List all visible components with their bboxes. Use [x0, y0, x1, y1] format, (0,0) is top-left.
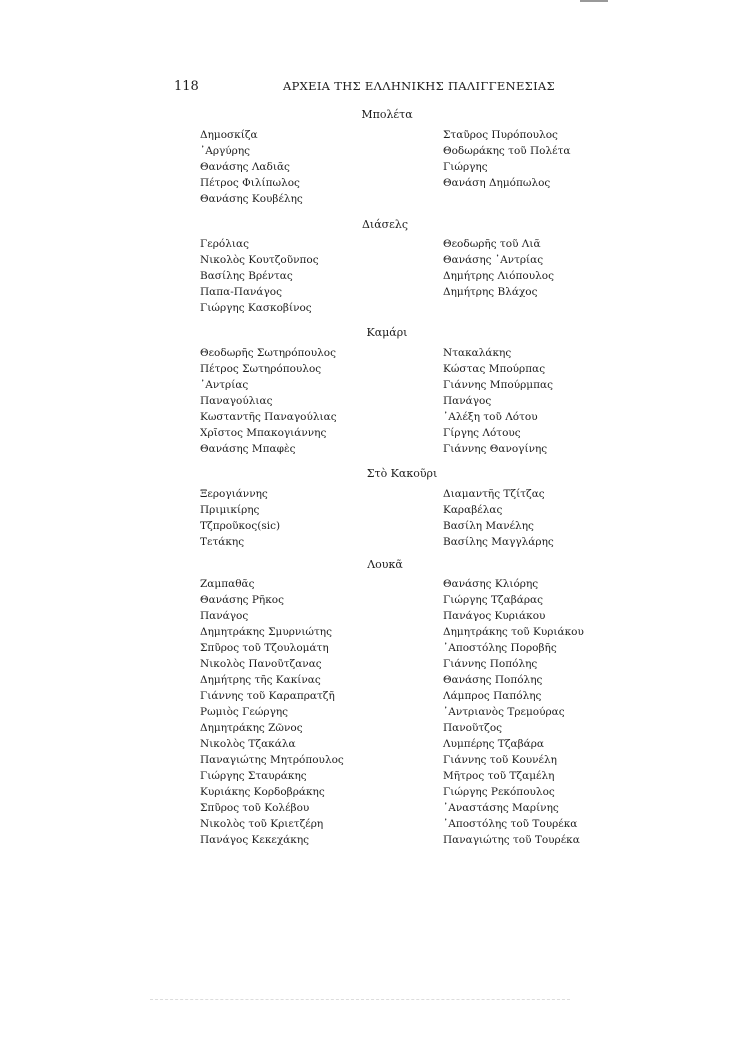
- name-entry: Θοδωράκης τοῦ Πολέτα: [443, 145, 571, 157]
- name-entry: Γιάννης τοῦ Κουνέλη: [443, 754, 557, 766]
- page-number: 118: [174, 79, 199, 94]
- name-entry: Ντακαλάκης: [443, 347, 512, 359]
- name-entry: Διαμαντῆς Τζίτζας: [443, 488, 545, 500]
- name-entry: Ρωμιὸς Γεώργης: [200, 706, 289, 718]
- name-entry: Θανάση Δημόπωλος: [443, 177, 551, 189]
- name-entry: Δημήτρης Λιόπουλος: [443, 270, 554, 282]
- name-entry: Πανάγος: [443, 395, 492, 407]
- section-kamari-right-list: [443, 345, 553, 457]
- name-entry: Δημητράκης Ζῶνος: [200, 722, 303, 734]
- name-entry: Λάμπρος Παπόλης: [443, 690, 542, 702]
- name-entry: Δημήτρης τῆς Κακίνας: [200, 674, 321, 686]
- name-entry: Θανάσης ᾿Αντρίας: [443, 254, 544, 266]
- section-boleta-right-list: [443, 127, 570, 191]
- name-entry: Νικολὸς τοῦ Κριετζέρη: [200, 818, 324, 830]
- name-entry: Γιάννης Ποπόλης: [443, 658, 538, 670]
- name-entry: Σπῦρος τοῦ Κολέβου: [200, 802, 310, 814]
- name-entry: Παναγιώτης Μητρόπουλος: [200, 754, 344, 766]
- name-entry: Θανάσης Κλιόρης: [443, 578, 539, 590]
- name-entry: Γιώργης: [443, 161, 488, 173]
- name-entry: Γιάννης Θανογίνης: [443, 443, 548, 455]
- name-entry: Θανάσης Μπαφὲς: [200, 443, 296, 455]
- name-entry: Θανάσης Ποπόλης: [443, 674, 543, 686]
- name-entry: Γιώργης Τζαβάρας: [443, 594, 544, 606]
- name-entry: Νικολὸς Τζακάλα: [200, 738, 296, 750]
- name-entry: Γιάννης Μπούρμπας: [443, 379, 553, 391]
- scan-edge-mark: [580, 0, 608, 2]
- name-entry: ᾿Αλέξη τοῦ Λότου: [443, 411, 538, 423]
- section-boleta-left-list: [200, 127, 303, 207]
- name-entry: Πανάγος Κεκεχάκης: [200, 834, 310, 846]
- name-entry: Πανοῦτζος: [443, 722, 503, 734]
- section-kakouri-right-list: [443, 486, 554, 550]
- name-entry: Βασίλης Μαγγλάρης: [443, 536, 554, 548]
- name-entry: Κυριάκης Κορδοβράκης: [200, 786, 325, 798]
- name-entry: Θανάσης Ρῆκος: [200, 594, 284, 606]
- name-entry: Καραβέλας: [443, 504, 503, 516]
- section-louka-left-list: [200, 576, 344, 848]
- name-entry: Πέτρος Σωτηρόπουλος: [200, 363, 322, 375]
- section-diasels-left-list: [200, 236, 319, 316]
- name-entry: Θεοδωρῆς Σωτηρόπουλος: [200, 347, 336, 359]
- name-entry: Κωσταντῆς Παναγούλιας: [200, 411, 337, 423]
- name-entry: Κώστας Μπούρπας: [443, 363, 546, 375]
- name-entry: Παναγούλιας: [200, 395, 273, 407]
- name-entry: Σπῦρος τοῦ Τζουλομάτη: [200, 642, 329, 654]
- running-title: ΑΡΧΕΙΑ ΤΗΣ ΕΛΛΗΝΙΚΗΣ ΠΑΛΙΓΓΕΝΕΣΙΑΣ: [283, 79, 555, 93]
- name-entry: Γίργης Λότους: [443, 427, 521, 439]
- name-entry: Πανάγος Κυριάκου: [443, 610, 546, 622]
- name-entry: Θανάσης Λαδιᾶς: [200, 161, 290, 173]
- name-entry: Δημητράκης τοῦ Κυριάκου: [443, 626, 584, 638]
- name-entry: Παπα-Πανάγος: [200, 286, 282, 298]
- name-entry: Νικολὸς Κουτζοῦνπος: [200, 254, 319, 266]
- name-entry: Γερόλιας: [200, 238, 249, 250]
- name-entry: Δημήτρης Βλάχος: [443, 286, 538, 298]
- name-entry: Λυμπέρης Τζαβάρα: [443, 738, 545, 750]
- name-entry: Πανάγος: [200, 610, 249, 622]
- name-entry: Ξερογιάννης: [200, 488, 268, 500]
- name-entry: Τετάκης: [200, 536, 245, 548]
- name-entry: Χρῖστος Μπακογιάννης: [200, 427, 327, 439]
- name-entry: Ζαμπαθᾶς: [200, 578, 255, 590]
- name-entry: Δημητράκης Σμυρνιώτης: [200, 626, 332, 638]
- name-entry: Γιάννης τοῦ Καραπρατζῆ: [200, 690, 335, 702]
- section-kakouri-left-list: [200, 486, 280, 550]
- name-entry: Δημοσκίζα: [200, 129, 258, 141]
- name-entry: ᾿Αποστόλης τοῦ Τουρέκα: [443, 818, 578, 830]
- name-entry: ᾿Αντρίας: [200, 379, 249, 391]
- name-entry: Βασίλης Βρέντας: [200, 270, 293, 282]
- name-entry: ᾿Αποστόλης Ποροβῆς: [443, 642, 557, 654]
- name-entry: Θανάσης Κουβέλης: [200, 193, 303, 205]
- name-entry: Μῆτρος τοῦ Τζαμέλη: [443, 770, 555, 782]
- name-entry: Τζπροῦκος(sic): [200, 520, 281, 532]
- section-diasels-right-list: [443, 236, 554, 300]
- name-entry: Πριμικίρης: [200, 504, 260, 516]
- scan-noise-line: [150, 999, 570, 1000]
- name-entry: ᾿Αντριανὸς Τρεμούρας: [443, 706, 565, 718]
- name-entry: Γιώργης Ρεκόπουλος: [443, 786, 555, 798]
- name-entry: Σταῦρος Πυρόπουλος: [443, 129, 558, 141]
- section-kamari-left-list: [200, 345, 337, 457]
- name-entry: ᾿Αναστάσης Μαρίνης: [443, 802, 559, 814]
- name-entry: Παναγιώτης τοῦ Τουρέκα: [443, 834, 580, 846]
- name-entry: Νικολὸς Πανοῦτζανας: [200, 658, 322, 670]
- name-entry: Γιώργης Κασκοβίνος: [200, 302, 312, 314]
- section-louka-right-list: [443, 576, 584, 848]
- name-entry: ᾿Αργύρης: [200, 145, 251, 157]
- name-entry: Βασίλη Μανέλης: [443, 520, 534, 532]
- name-entry: Πέτρος Φιλίπωλος: [200, 177, 300, 189]
- name-entry: Θεοδωρῆς τοῦ Λιᾶ: [443, 238, 541, 250]
- name-entry: Γιώργης Σταυράκης: [200, 770, 307, 782]
